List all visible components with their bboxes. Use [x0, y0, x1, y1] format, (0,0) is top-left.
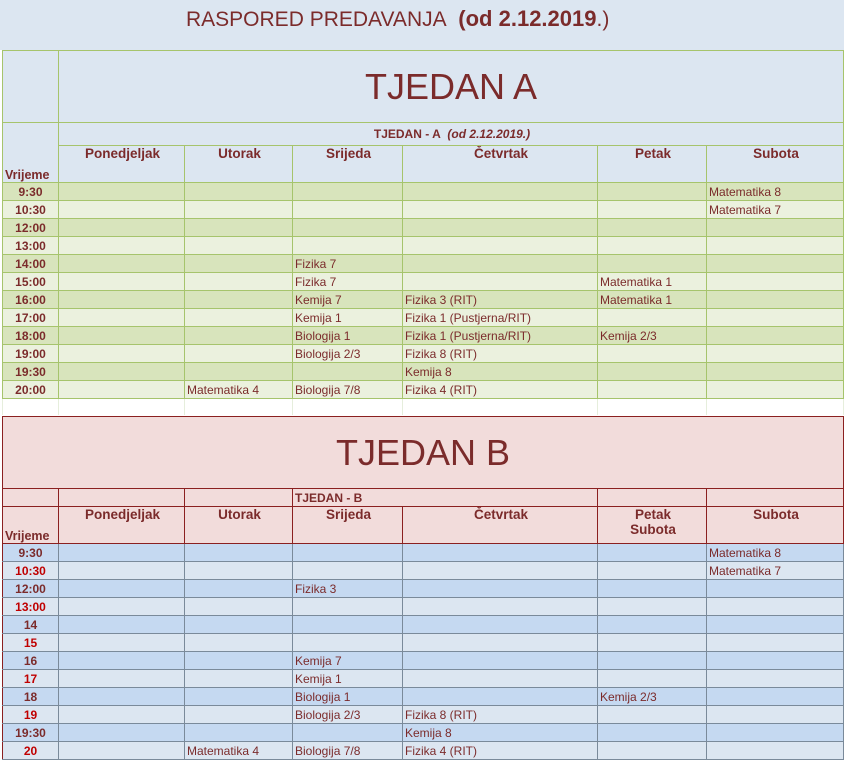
schedule-cell: [185, 201, 293, 219]
schedule-cell: [293, 634, 403, 652]
time-cell: 16:00: [3, 291, 59, 309]
day-header: Četvrtak: [403, 507, 598, 544]
schedule-cell: [59, 255, 185, 273]
week-a-subtitle: TJEDAN - A (od 2.12.2019.): [59, 123, 844, 146]
schedule-cell: Fizika 4 (RIT): [403, 381, 598, 399]
schedule-cell: Fizika 7: [293, 273, 403, 291]
schedule-cell: [598, 706, 707, 724]
schedule-cell: [185, 688, 293, 706]
schedule-cell: [403, 237, 598, 255]
schedule-cell: [707, 327, 844, 345]
schedule-cell: [598, 201, 707, 219]
schedule-cell: [293, 201, 403, 219]
schedule-cell: [707, 580, 844, 598]
schedule-row: [3, 634, 844, 652]
schedule-cell: [185, 237, 293, 255]
schedule-cell: [59, 616, 185, 634]
schedule-cell: [403, 273, 598, 291]
schedule-cell: [185, 724, 293, 742]
week-b-table: [2, 416, 844, 760]
schedule-cell: [59, 273, 185, 291]
schedule-cell: [59, 580, 185, 598]
schedule-cell: [707, 724, 844, 742]
day-header: Ponedjeljak: [59, 146, 185, 183]
schedule-cell: [59, 688, 185, 706]
schedule-cell: [707, 616, 844, 634]
schedule-cell: [293, 363, 403, 381]
schedule-cell: [185, 327, 293, 345]
schedule-row: [3, 580, 844, 598]
schedule-cell: Matematika 1: [598, 291, 707, 309]
schedule-cell: [707, 219, 844, 237]
schedule-cell: Kemija 1: [293, 670, 403, 688]
schedule-cell: [185, 634, 293, 652]
schedule-cell: [403, 219, 598, 237]
time-cell: 19:30: [3, 724, 59, 742]
schedule-cell: [598, 363, 707, 381]
schedule-cell: [598, 562, 707, 580]
schedule-cell: Matematika 7: [707, 562, 844, 580]
schedule-cell: [598, 598, 707, 616]
schedule-cell: [185, 706, 293, 724]
schedule-cell: [59, 201, 185, 219]
schedule-cell: [707, 273, 844, 291]
document-title: [0, 0, 844, 50]
schedule-row: [3, 291, 844, 309]
schedule-row: [3, 201, 844, 219]
schedule-row: [3, 183, 844, 201]
time-cell: 10:30: [3, 562, 59, 580]
schedule-cell: [185, 309, 293, 327]
schedule-cell: [707, 652, 844, 670]
schedule-row: [3, 670, 844, 688]
schedule-cell: Matematika 7: [707, 201, 844, 219]
schedule-cell: Kemija 1: [293, 309, 403, 327]
schedule-cell: [59, 724, 185, 742]
schedule-cell: [293, 183, 403, 201]
day-header: Subota: [707, 146, 844, 183]
schedule-cell: [707, 706, 844, 724]
schedule-row: [3, 327, 844, 345]
schedule-row: [3, 598, 844, 616]
schedule-cell: Matematika 8: [707, 183, 844, 201]
schedule-cell: Biologija 1: [293, 327, 403, 345]
schedule-cell: [185, 255, 293, 273]
schedule-cell: [59, 291, 185, 309]
schedule-cell: Fizika 8 (RIT): [403, 345, 598, 363]
schedule-row: [3, 706, 844, 724]
schedule-cell: Biologija 1: [293, 688, 403, 706]
week-b-big-title: TJEDAN B: [3, 417, 844, 489]
schedule-cell: [707, 742, 844, 760]
schedule-cell: [707, 237, 844, 255]
time-cell: 14:00: [3, 255, 59, 273]
schedule-cell: [185, 219, 293, 237]
schedule-cell: [598, 670, 707, 688]
schedule-cell: [598, 616, 707, 634]
time-cell: 9:30: [3, 183, 59, 201]
schedule-cell: Matematika 1: [598, 273, 707, 291]
time-cell: 9:30: [3, 544, 59, 562]
schedule-cell: [185, 598, 293, 616]
week-a-time-header: Vrijeme: [3, 146, 59, 183]
week-a-corner: [3, 51, 59, 123]
week-a-table: [2, 50, 844, 415]
schedule-cell: [59, 742, 185, 760]
schedule-cell: [59, 363, 185, 381]
title-main: RASPORED PREDAVANJA: [186, 8, 447, 31]
time-cell: 19:30: [3, 363, 59, 381]
week-b-subtitle: TJEDAN - B: [293, 489, 598, 507]
schedule-cell: Kemija 2/3: [598, 327, 707, 345]
time-cell: 14: [3, 616, 59, 634]
schedule-cell: [59, 670, 185, 688]
day-header: Utorak: [185, 146, 293, 183]
schedule-cell: [59, 219, 185, 237]
schedule-cell: [185, 544, 293, 562]
schedule-cell: [403, 652, 598, 670]
time-cell: 15:00: [3, 273, 59, 291]
schedule-cell: [707, 291, 844, 309]
schedule-cell: [598, 255, 707, 273]
schedule-cell: [403, 544, 598, 562]
schedule-cell: [185, 616, 293, 634]
schedule-cell: Matematika 4: [185, 742, 293, 760]
schedule-cell: [598, 634, 707, 652]
schedule-cell: [185, 291, 293, 309]
schedule-cell: [403, 670, 598, 688]
schedule-cell: Fizika 1 (Pustjerna/RIT): [403, 309, 598, 327]
schedule-cell: [598, 345, 707, 363]
schedule-cell: [293, 616, 403, 634]
schedule-cell: Biologija 2/3: [293, 706, 403, 724]
schedule-cell: [293, 562, 403, 580]
schedule-cell: [707, 309, 844, 327]
schedule-cell: [59, 544, 185, 562]
schedule-cell: Fizika 8 (RIT): [403, 706, 598, 724]
time-cell: 20:00: [3, 381, 59, 399]
schedule-cell: [59, 345, 185, 363]
schedule-cell: [403, 580, 598, 598]
day-header: Srijeda: [293, 507, 403, 544]
time-cell: 16: [3, 652, 59, 670]
schedule-cell: Fizika 1 (Pustjerna/RIT): [403, 327, 598, 345]
time-cell: 18:00: [3, 327, 59, 345]
schedule-cell: [707, 381, 844, 399]
day-header: Ponedjeljak: [59, 507, 185, 544]
schedule-cell: Biologija 7/8: [293, 381, 403, 399]
schedule-row: [3, 219, 844, 237]
day-header: Subota: [707, 507, 844, 544]
schedule-cell: [707, 255, 844, 273]
schedule-cell: [707, 634, 844, 652]
schedule-cell: [293, 219, 403, 237]
schedule-cell: [598, 724, 707, 742]
schedule-cell: [598, 219, 707, 237]
time-cell: 19: [3, 706, 59, 724]
schedule-cell: [707, 670, 844, 688]
schedule-cell: [293, 724, 403, 742]
schedule-cell: [403, 616, 598, 634]
time-cell: 17: [3, 670, 59, 688]
title-close: .): [596, 8, 610, 31]
schedule-cell: [185, 183, 293, 201]
schedule-row: [3, 724, 844, 742]
schedule-cell: [185, 363, 293, 381]
schedule-cell: [403, 634, 598, 652]
schedule-cell: [59, 183, 185, 201]
schedule-cell: Fizika 4 (RIT): [403, 742, 598, 760]
schedule-cell: Biologija 2/3: [293, 345, 403, 363]
schedule-cell: [59, 652, 185, 670]
schedule-cell: Fizika 7: [293, 255, 403, 273]
schedule-row: [3, 616, 844, 634]
time-cell: 12:00: [3, 219, 59, 237]
schedule-cell: [185, 670, 293, 688]
time-cell: 12:00: [3, 580, 59, 598]
schedule-cell: Fizika 3 (RIT): [403, 291, 598, 309]
schedule-cell: Kemija 8: [403, 363, 598, 381]
schedule-cell: [59, 381, 185, 399]
schedule-row: [3, 273, 844, 291]
schedule-cell: [403, 183, 598, 201]
schedule-row: [3, 381, 844, 399]
time-cell: 19:00: [3, 345, 59, 363]
time-cell: 13:00: [3, 598, 59, 616]
time-cell: 13:00: [3, 237, 59, 255]
schedule-cell: Kemija 7: [293, 291, 403, 309]
schedule-cell: Kemija 7: [293, 652, 403, 670]
schedule-row: [3, 309, 844, 327]
schedule-cell: [403, 562, 598, 580]
schedule-cell: [707, 345, 844, 363]
schedule-cell: [403, 255, 598, 273]
schedule-cell: Matematika 8: [707, 544, 844, 562]
schedule-row: [3, 688, 844, 706]
schedule-cell: [185, 580, 293, 598]
schedule-cell: [293, 237, 403, 255]
day-header-petak: Petak Subota: [598, 507, 707, 544]
schedule-cell: [59, 634, 185, 652]
schedule-cell: [59, 598, 185, 616]
schedule-cell: [707, 688, 844, 706]
schedule-cell: [598, 652, 707, 670]
schedule-row: [3, 742, 844, 760]
schedule-row: [3, 237, 844, 255]
time-cell: 10:30: [3, 201, 59, 219]
time-cell: 20: [3, 742, 59, 760]
schedule-cell: [598, 580, 707, 598]
week-b-time-header: Vrijeme: [3, 507, 59, 544]
schedule-cell: [185, 273, 293, 291]
day-header: Petak: [598, 146, 707, 183]
time-cell: 15: [3, 634, 59, 652]
schedule-cell: [403, 598, 598, 616]
schedule-row: [3, 544, 844, 562]
schedule-cell: [185, 562, 293, 580]
schedule-cell: [403, 201, 598, 219]
schedule-cell: [185, 345, 293, 363]
schedule-row: [3, 255, 844, 273]
schedule-row: [3, 363, 844, 381]
schedule-cell: [598, 237, 707, 255]
time-cell: 18: [3, 688, 59, 706]
schedule-row: [3, 562, 844, 580]
schedule-cell: [598, 381, 707, 399]
schedule-row: [3, 652, 844, 670]
schedule-cell: [293, 544, 403, 562]
schedule-cell: [707, 363, 844, 381]
schedule-cell: [59, 562, 185, 580]
schedule-cell: [59, 706, 185, 724]
schedule-cell: [185, 652, 293, 670]
schedule-cell: [59, 327, 185, 345]
schedule-cell: Biologija 7/8: [293, 742, 403, 760]
schedule-cell: [293, 598, 403, 616]
schedule-row: [3, 345, 844, 363]
day-header: Četvrtak: [403, 146, 598, 183]
schedule-cell: [403, 688, 598, 706]
schedule-cell: [59, 309, 185, 327]
schedule-cell: [59, 237, 185, 255]
schedule-cell: [598, 183, 707, 201]
schedule-cell: Matematika 4: [185, 381, 293, 399]
schedule-cell: [707, 598, 844, 616]
week-a-big-title: TJEDAN A: [59, 51, 844, 123]
schedule-cell: [598, 742, 707, 760]
schedule-cell: [598, 544, 707, 562]
schedule-cell: Kemija 8: [403, 724, 598, 742]
title-date: (od 2.12.2019: [458, 6, 597, 31]
day-header: Srijeda: [293, 146, 403, 183]
schedule-cell: [598, 309, 707, 327]
schedule-cell: Kemija 2/3: [598, 688, 707, 706]
schedule-cell: Fizika 3: [293, 580, 403, 598]
time-cell: 17:00: [3, 309, 59, 327]
day-header: Utorak: [185, 507, 293, 544]
